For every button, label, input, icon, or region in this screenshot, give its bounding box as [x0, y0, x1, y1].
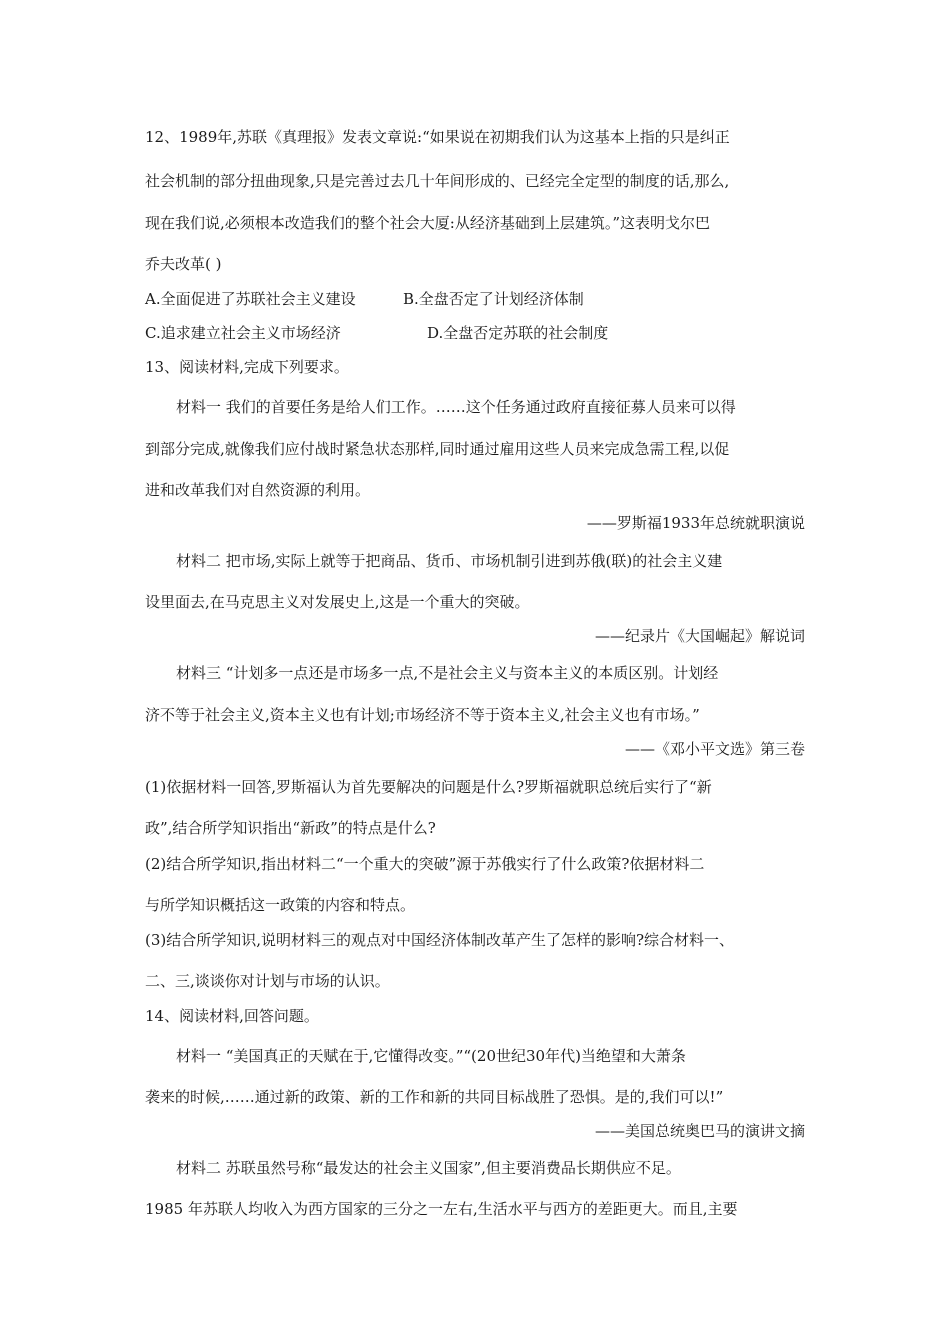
- q14-material-2-line-2: 1985 年苏联人均收入为西方国家的三分之一左右,生活水平与西方的差距更大。而且,主要: [145, 1200, 738, 1218]
- q13-material-3-line-2: 济不等于社会主义,资本主义也有计划;市场经济不等于资本主义,社会主义也有市场。”: [145, 706, 700, 724]
- q14-material-1-line-1: 材料一 “美国真正的天赋在于,它懂得改变。”“(20世纪30年代)当绝望和大萧条: [176, 1047, 686, 1065]
- q13-sub-question-2-line-1: (2)结合所学知识,指出材料二“一个重大的突破”源于苏俄实行了什么政策?依据材料二: [145, 855, 705, 873]
- q14-material-1-line-2: 袭来的时候,……通过新的政策、新的工作和新的共同目标战胜了恐惧。是的,我们可以!”: [145, 1088, 724, 1106]
- q12-line-1: 12、1989年,苏联《真理报》发表文章说:“如果说在初期我们认为这基本上指的只是纠正: [145, 128, 730, 146]
- q12-option-c: C.追求建立社会主义市场经济: [145, 324, 341, 342]
- q13-sub-question-3-line-1: (3)结合所学知识,说明材料三的观点对中国经济体制改革产生了怎样的影响?综合材料一、: [145, 931, 735, 949]
- q14-material-2-line-1: 材料二 苏联虽然号称“最发达的社会主义国家”,但主要消费品长期供应不足。: [176, 1159, 681, 1177]
- q12-line-3: 现在我们说,必须根本改造我们的整个社会大厦:从经济基础到上层建筑。”这表明戈尔巴: [145, 214, 710, 232]
- q13-sub-question-1-line-1: (1)依据材料一回答,罗斯福认为首先要解决的问题是什么?罗斯福就职总统后实行了“新: [145, 778, 712, 796]
- q12-option-d: D.全盘否定苏联的社会制度: [427, 324, 609, 342]
- q12-line-2: 社会机制的部分扭曲现象,只是完善过去几十年间形成的、已经完全定型的制度的话,那么,: [145, 172, 730, 190]
- q12-option-b: B.全盘否定了计划经济体制: [403, 290, 584, 308]
- q13-material-1-source: ——罗斯福1933年总统就职演说: [586, 514, 805, 532]
- q12-option-a: A.全面促进了苏联社会主义建设: [145, 290, 356, 308]
- q13-material-2-line-2: 设里面去,在马克思主义对发展史上,这是一个重大的突破。: [145, 593, 530, 611]
- q13-material-1-line-1: 材料一 我们的首要任务是给人们工作。……这个任务通过政府直接征募人员来可以得: [176, 398, 736, 416]
- q13-title: 13、阅读材料,完成下列要求。: [145, 358, 349, 376]
- q13-material-1-line-3: 进和改革我们对自然资源的利用。: [145, 481, 371, 499]
- q12-line-4: 乔夫改革( ): [145, 255, 222, 273]
- q14-material-1-source: ——美国总统奥巴马的演讲文摘: [594, 1122, 805, 1140]
- q13-material-2-source: ——纪录片《大国崛起》解说词: [594, 627, 805, 645]
- q13-material-3-source: ——《邓小平文选》第三卷: [624, 740, 805, 758]
- q14-title: 14、阅读材料,回答问题。: [145, 1007, 319, 1025]
- q13-material-2-line-1: 材料二 把市场,实际上就等于把商品、货币、市场机制引进到苏俄(联)的社会主义建: [176, 552, 723, 570]
- q13-sub-question-2-line-2: 与所学知识概括这一政策的内容和特点。: [145, 896, 416, 914]
- q13-sub-question-1-line-2: 政”,结合所学知识指出“新政”的特点是什么?: [145, 819, 436, 837]
- q13-sub-question-3-line-2: 二、三,谈谈你对计划与市场的认识。: [145, 972, 390, 990]
- q13-material-1-line-2: 到部分完成,就像我们应付战时紧急状态那样,同时通过雇用这些人员来完成急需工程,以促: [145, 440, 730, 458]
- q13-material-3-line-1: 材料三 “计划多一点还是市场多一点,不是社会主义与资本主义的本质区别。计划经: [176, 664, 719, 682]
